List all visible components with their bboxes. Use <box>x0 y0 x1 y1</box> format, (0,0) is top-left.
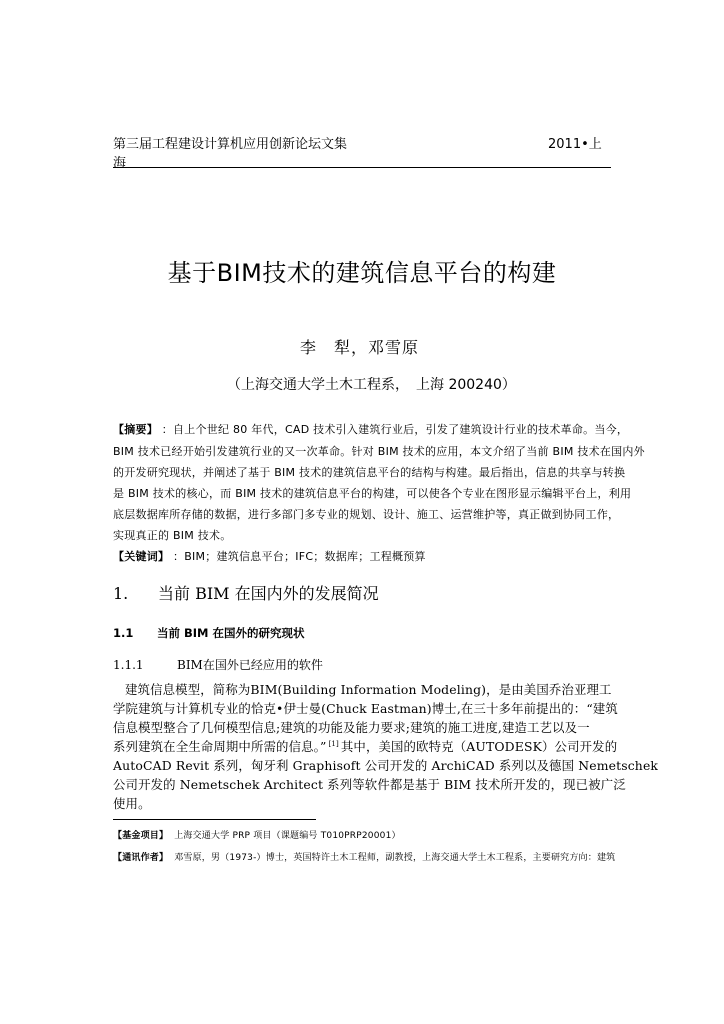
abstract-line-5: 底层数据库所存储的数据，进行多部门多专业的规划、设计、施工、运营维护等，真正做到协同工作， <box>113 508 620 521</box>
body-line-2: 学院建筑与计算机专业的恰克•伊士曼(Chuck Eastman)博士,在三十多年前提出的：“建筑 <box>113 701 618 716</box>
abstract-line-6: 实现真正的 BIM 技术。 <box>113 529 232 542</box>
author-affiliation: （上海交通大学土木工程系， 上海 200240） <box>227 377 516 393</box>
body-line-5: AutoCAD Revit 系列，匈牙利 Graphisoft 公司开发的 ArchiCAD 系列以及德国 Nemetschek <box>113 758 659 773</box>
section-title: 当前 BIM 在国内外的发展简况 <box>158 584 379 603</box>
abstract-label: 【摘要】 <box>113 423 158 436</box>
body-line-7: 使用。 <box>113 796 151 811</box>
keywords-line <box>113 548 426 564</box>
abstract-line-4: 是 BIM 技术的核心，而 BIM 技术的建筑信息平台的构建，可以使各个专业在图形显示编辑平台上，利用 <box>113 487 632 500</box>
section-heading-1-1-1 <box>113 656 323 673</box>
running-header-title: 第三届工程建设计算机应用创新论坛文集 <box>113 137 348 152</box>
section-title: 当前 BIM 在国外的研究现状 <box>157 626 305 640</box>
footnote-text: 上海交通大学 PRP 项目（课题编号 T010PRP20001） <box>174 831 401 841</box>
keywords-text: ：BIM；建筑信息平台；IFC；数据库；工程概预算 <box>173 550 426 563</box>
abstract-line-3: 的开发研究现状，并阐述了基于 BIM 技术的建筑信息平台的结构与构建。最后指出，信息的共享与转换 <box>113 466 626 479</box>
body-line-1: 建筑信息模型，简称为BIM(Building Information Modeling)，是由美国乔治亚理工 <box>125 682 612 697</box>
citation-ref: [1] <box>328 740 339 748</box>
abstract-line-2: BIM 技术已经开始引发建筑行业的又一次革命。针对 BIM 技术的应用，本文介绍了当前 BIM 技术在国内外 <box>113 445 645 458</box>
header-divider <box>113 167 611 168</box>
section-number: 1. <box>113 584 129 603</box>
footnote-author <box>113 850 615 863</box>
footnote-fund <box>113 828 401 841</box>
section-number: 1.1 <box>113 626 134 640</box>
abstract-text: ：自上个世纪 80 年代，CAD 技术引入建筑行业后，引发了建筑设计行业的技术革命。当今， <box>161 423 629 436</box>
body-line-4 <box>113 737 617 755</box>
body-text: 系列建筑在全生命周期中所需的信息。” <box>113 739 327 754</box>
keywords-label: 【关键词】 <box>113 550 170 563</box>
paper-authors: 李 犁，邓雪原 <box>300 338 420 357</box>
footnote-label: 【基金项目】 <box>113 831 169 841</box>
footnote-text: 邓雪原，男（1973-）博士，英国特许土木工程师，副教授，上海交通大学土木工程系，主要研究方向：建筑 <box>174 853 616 863</box>
body-text: 其中，美国的欧特克（AUTODESK）公司开发的 <box>340 739 618 754</box>
running-header-year: 2011•上 <box>548 137 602 152</box>
paper-title: 基于BIM技术的建筑信息平台的构建 <box>167 259 557 287</box>
section-heading-1-1 <box>113 625 305 641</box>
section-title: BIM在国外已经应用的软件 <box>177 658 323 672</box>
body-line-3: 信息模型整合了几何模型信息;建筑的功能及能力要求;建筑的施工进度,建造工艺以及一 <box>113 720 590 735</box>
running-header-wrap: 海 <box>113 156 127 171</box>
section-number: 1.1.1 <box>113 658 144 672</box>
body-line-6: 公司开发的 Nemetschek Architect 系列等软件都是基于 BIM 技术所开发的，现已被广泛 <box>113 777 626 792</box>
footnote-label: 【通讯作者】 <box>113 853 169 863</box>
footnote-divider <box>113 819 316 820</box>
abstract-line-1 <box>113 421 628 437</box>
section-heading-1 <box>113 581 379 604</box>
